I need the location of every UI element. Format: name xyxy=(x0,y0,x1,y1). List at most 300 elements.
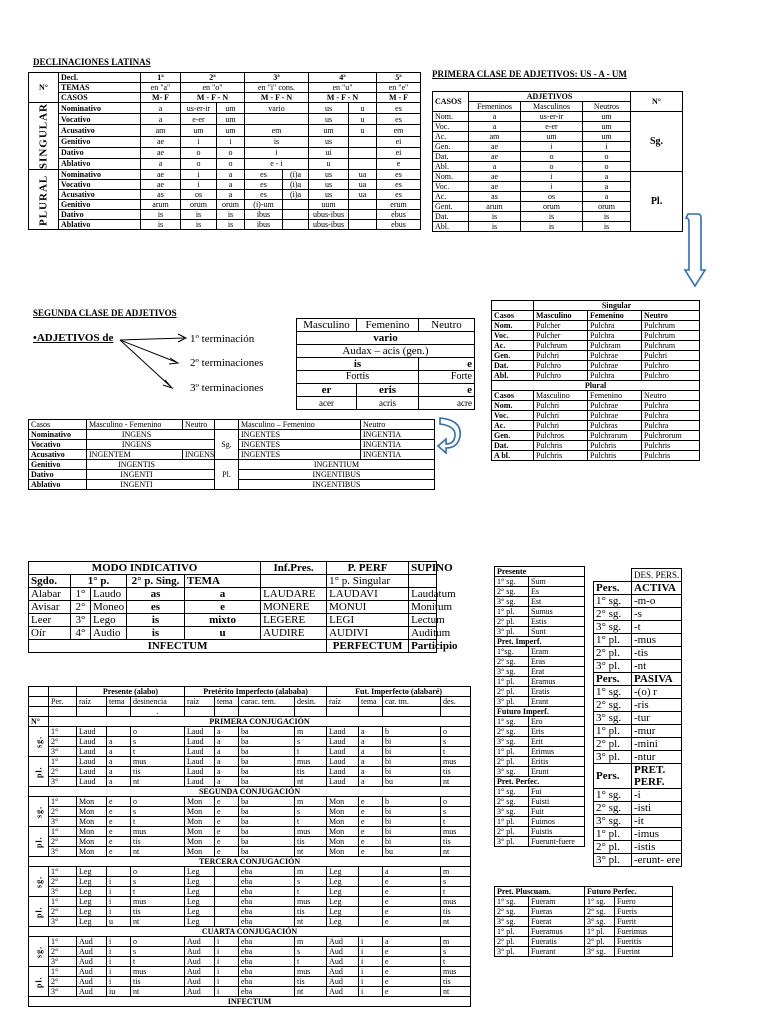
table-cell: a xyxy=(185,588,261,601)
table-cell: Aud xyxy=(185,947,215,957)
table-cell: a xyxy=(141,114,181,125)
col-header: Masculino – Femenino xyxy=(239,420,361,430)
table-row xyxy=(29,588,437,601)
table-cell: um xyxy=(583,132,631,142)
perfectum-label: PERFECTUM xyxy=(327,640,409,653)
table-cell: 1° p. Singular xyxy=(327,575,409,588)
table-cell: Pulchris xyxy=(534,441,588,451)
table-cell: Aud xyxy=(185,987,215,997)
table-cell: eba xyxy=(239,897,295,907)
table-cell: e xyxy=(383,907,441,917)
table-cell: m xyxy=(295,797,327,807)
table-cell: nt xyxy=(441,917,471,927)
table-cell xyxy=(383,707,441,717)
sum-table xyxy=(494,566,585,847)
table-cell: Aud xyxy=(77,947,107,957)
tense-title: Pret. Pluscuam. xyxy=(495,887,585,897)
table-cell xyxy=(29,707,49,717)
conjugaciones-table xyxy=(28,686,471,1007)
table-cell: Monitum xyxy=(409,601,437,614)
table-cell: -tis xyxy=(632,647,682,660)
table-cell xyxy=(409,575,437,588)
table-cell: ba xyxy=(239,767,295,777)
table-cell: 3° xyxy=(49,747,77,757)
table-cell: o xyxy=(441,797,471,807)
table-cell: es xyxy=(377,170,421,180)
table-cell: 3° pl. xyxy=(594,751,632,764)
col-header: tema xyxy=(215,697,239,707)
table-cell: Aud xyxy=(185,957,215,967)
table-cell: bi xyxy=(383,767,441,777)
table-cell: mus xyxy=(131,967,185,977)
case-label: Ac. xyxy=(433,192,469,202)
header-row xyxy=(492,381,700,391)
table-cell: mus xyxy=(295,827,327,837)
table-cell: 1° pl. xyxy=(594,725,632,738)
table-cell: e xyxy=(359,817,383,827)
table-cell: ae xyxy=(469,182,521,192)
table-cell: Laud xyxy=(327,757,359,767)
table-cell: Eratis xyxy=(529,687,585,697)
table-cell: INGENTIUM xyxy=(239,460,435,470)
table-cell: 2° sg. xyxy=(594,608,632,621)
table-cell: -nt xyxy=(632,660,682,673)
table-cell: 1°sg. xyxy=(495,647,529,657)
table-cell: Mon xyxy=(327,847,359,857)
table-cell: Fueram xyxy=(529,897,585,907)
table-cell: ba xyxy=(239,817,295,827)
table-cell: eba xyxy=(239,887,295,897)
table-cell: us xyxy=(309,180,349,190)
table-cell: (i)a xyxy=(283,190,309,200)
despers-title: DES. PERS. xyxy=(632,569,682,582)
table-cell: Mon xyxy=(77,797,107,807)
table-row xyxy=(29,917,471,927)
table-cell: 3° sg. xyxy=(495,667,529,677)
table-cell: a xyxy=(359,727,383,737)
table-cell: um xyxy=(309,125,349,136)
table-row xyxy=(495,617,585,627)
table-cell: 1° xyxy=(49,827,77,837)
table-cell: es xyxy=(245,190,283,200)
header-row xyxy=(594,764,682,789)
case-label: Nom. xyxy=(433,172,469,182)
table-cell: 3° sg. xyxy=(594,712,632,725)
table-cell: Leg xyxy=(77,907,107,917)
case-label: Ac. xyxy=(492,341,534,351)
table-cell: 1° pl. xyxy=(594,634,632,647)
e-cell: e xyxy=(419,358,475,371)
table-cell: 2° xyxy=(49,737,77,747)
table-cell: Laud xyxy=(185,747,215,757)
table-row xyxy=(29,847,471,857)
table-cell: INGENTI xyxy=(87,470,215,480)
table-cell: o xyxy=(217,147,245,158)
table-row xyxy=(495,917,673,927)
table-cell: 3° pl. xyxy=(495,627,529,637)
table-row xyxy=(29,957,471,967)
table-cell: um xyxy=(583,112,631,122)
spacer-row xyxy=(29,707,471,717)
decl-header: M - F - N xyxy=(245,93,309,103)
table-cell: 2° pl. xyxy=(495,757,529,767)
table-cell: INGENTIS xyxy=(87,460,215,470)
table-cell: nt xyxy=(131,987,185,997)
h-fem: Femenino xyxy=(357,319,419,332)
table-cell: Pulchra xyxy=(588,321,642,331)
table-cell: 1° p. xyxy=(71,575,127,588)
footer-row xyxy=(29,640,437,653)
adjetivos-header: ADJETIVOS xyxy=(469,92,631,102)
acre-cell: acre xyxy=(419,397,475,410)
table-row xyxy=(594,751,682,764)
decl-header: en "i" cons. xyxy=(245,83,309,93)
table-row xyxy=(492,331,700,341)
case-label: Ablativo xyxy=(59,158,141,169)
table-cell: AUDIVI xyxy=(327,627,409,640)
term-2: 2º terminaciones xyxy=(190,357,264,369)
case-label: Nom. xyxy=(492,401,534,411)
table-cell: Laudatum xyxy=(409,588,437,601)
table-cell: -mini xyxy=(632,738,682,751)
table-cell: Laud xyxy=(185,727,215,737)
table-cell: INGENTES xyxy=(239,440,361,450)
table-cell: i xyxy=(215,967,239,977)
table-cell: 3° xyxy=(49,847,77,857)
table-row xyxy=(29,170,421,180)
table-cell: 1° sg. xyxy=(594,686,632,699)
table-cell: eba xyxy=(239,957,295,967)
table-cell: ebus xyxy=(377,220,421,230)
table-cell: INGENTIA xyxy=(361,450,435,460)
table-cell: Leg xyxy=(327,917,359,927)
header-row xyxy=(492,301,700,311)
table-cell: ebus xyxy=(377,210,421,220)
table-cell: Pulchri xyxy=(534,411,588,421)
pl-label: pl. xyxy=(29,967,49,997)
table-cell: ba xyxy=(239,757,295,767)
table-cell: Masculinos xyxy=(521,102,583,112)
table-cell xyxy=(215,897,239,907)
table-row xyxy=(495,757,585,767)
sg-label: sg. xyxy=(29,937,49,967)
header-row xyxy=(495,887,673,897)
table-cell: ua xyxy=(349,170,377,180)
table-cell: Erant xyxy=(529,697,585,707)
table-cell: orum xyxy=(583,202,631,212)
table-cell: o xyxy=(131,797,185,807)
table-cell: Pulchris xyxy=(642,451,700,461)
table-cell: Leg xyxy=(327,897,359,907)
table-cell: Mon xyxy=(77,847,107,857)
table-cell: nt xyxy=(441,777,471,787)
table-cell: orum xyxy=(181,200,217,210)
table-cell: INGENTES xyxy=(239,450,361,460)
table-cell: i xyxy=(107,907,131,917)
table-cell: ba xyxy=(239,777,295,787)
tense-title: Pret. Perfec. xyxy=(495,777,585,787)
table-cell: e xyxy=(107,797,131,807)
table-cell: Pulchram xyxy=(588,341,642,351)
group-title-row xyxy=(29,857,471,867)
table-cell: ae xyxy=(141,180,181,190)
table-cell: Mon xyxy=(185,827,215,837)
table-cell: Mon xyxy=(327,817,359,827)
table-cell: -ntur xyxy=(632,751,682,764)
table-cell: -t xyxy=(632,621,682,634)
table-cell: 3° xyxy=(71,614,91,627)
table-cell: a xyxy=(359,757,383,767)
declinaciones-table xyxy=(28,72,421,230)
table-cell: i xyxy=(359,967,383,977)
table-cell: Aud xyxy=(77,977,107,987)
pl-label: pl. xyxy=(29,757,49,787)
table-cell: -mur xyxy=(632,725,682,738)
table-cell: a xyxy=(383,937,441,947)
table-row xyxy=(495,947,673,957)
table-cell: bi xyxy=(383,737,441,747)
forte-cell: Forte xyxy=(419,371,475,384)
table-cell: Auditum xyxy=(409,627,437,640)
col-header: desinencia xyxy=(131,697,185,707)
table-cell: a xyxy=(583,172,631,182)
table-cell: 3° sg. xyxy=(495,767,529,777)
table-cell: e xyxy=(215,807,239,817)
table-cell: eba xyxy=(239,967,295,977)
col-header: tema xyxy=(359,697,383,707)
table-cell: Presente (alabo) xyxy=(77,687,185,697)
table-cell: e xyxy=(107,807,131,817)
table-cell: um xyxy=(583,122,631,132)
table-row xyxy=(492,411,700,421)
table-row xyxy=(495,787,585,797)
table-cell: Estis xyxy=(529,617,585,627)
table-cell: LEGERE xyxy=(261,614,327,627)
table-cell: Mon xyxy=(327,827,359,837)
case-label: Gen. xyxy=(433,142,469,152)
table-cell: Aud xyxy=(327,937,359,947)
table-row xyxy=(29,180,421,190)
table-cell: Pulchrum xyxy=(534,341,588,351)
sg-label: sg. xyxy=(29,797,49,827)
table-cell: Aud xyxy=(327,987,359,997)
table-cell: es xyxy=(377,180,421,190)
table-cell: is xyxy=(181,220,217,230)
table-cell: 1° sg. xyxy=(495,717,529,727)
terminaciones-table xyxy=(296,318,475,410)
table-cell: Pulcher xyxy=(534,331,588,341)
case-label: Dat. xyxy=(433,212,469,222)
table-cell: 2° sg. xyxy=(495,727,529,737)
case-label: Gen. xyxy=(492,431,534,441)
col-header: tema xyxy=(107,697,131,707)
table-cell xyxy=(29,687,49,697)
table-cell: o xyxy=(583,152,631,162)
table-cell: i xyxy=(181,180,217,190)
table-cell: 3° xyxy=(49,777,77,787)
table-row xyxy=(492,361,700,371)
table-cell: -mus xyxy=(632,634,682,647)
table-cell: Laudo xyxy=(91,588,127,601)
table-row xyxy=(29,767,471,777)
col-header: Masculino xyxy=(534,391,588,401)
table-row xyxy=(492,401,700,411)
table-cell xyxy=(441,707,471,717)
table-cell: us xyxy=(309,190,349,200)
table-cell xyxy=(239,707,295,717)
table-cell: i xyxy=(521,142,583,152)
table-cell: Laud xyxy=(327,747,359,757)
voice-header: PRET. PERF. xyxy=(632,764,682,789)
case-label: Ac. xyxy=(433,132,469,142)
table-cell: Leg xyxy=(77,897,107,907)
table-cell: Pulchrum xyxy=(642,331,700,341)
table-row xyxy=(29,947,471,957)
table-cell: nt xyxy=(295,917,327,927)
table-cell: us xyxy=(309,170,349,180)
pers-header: Pers. xyxy=(594,673,632,686)
table-cell: ubus-ibus xyxy=(309,220,349,230)
table-cell: tis xyxy=(295,907,327,917)
case-label: Genitivo xyxy=(59,136,141,147)
table-cell: Mon xyxy=(77,817,107,827)
table-cell: us xyxy=(309,136,349,147)
pluscuam-table xyxy=(494,886,673,957)
table-cell: o xyxy=(521,162,583,172)
table-cell: Oír xyxy=(29,627,71,640)
table-cell: Fueris xyxy=(615,907,673,917)
table-cell: Fueritis xyxy=(615,937,673,947)
table-cell: eba xyxy=(239,987,295,997)
table-cell: Eramus xyxy=(529,677,585,687)
table-cell: 2° xyxy=(49,877,77,887)
case-label: Ac. xyxy=(492,421,534,431)
header-row xyxy=(495,777,585,787)
table-cell: a xyxy=(215,757,239,767)
table-cell: Leg xyxy=(77,867,107,877)
row-label: TEMAS xyxy=(59,83,141,93)
table-row xyxy=(29,627,437,640)
table-cell: Moneo xyxy=(91,601,127,614)
table-cell: nt xyxy=(295,777,327,787)
supino-header: SUPINO xyxy=(409,562,437,575)
table-cell: 2° sg. xyxy=(495,797,529,807)
table-cell: mixto xyxy=(185,614,261,627)
table-row xyxy=(495,937,673,947)
table-cell: ba xyxy=(239,737,295,747)
table-cell: ba xyxy=(239,827,295,837)
table-cell: o xyxy=(131,727,185,737)
table-row xyxy=(29,125,421,136)
table-cell: Erimus xyxy=(529,747,585,757)
table-row xyxy=(29,777,471,787)
table-cell: Pulchro xyxy=(534,361,588,371)
table-cell xyxy=(349,158,377,169)
table-row xyxy=(495,687,585,697)
table-cell: ubus-ibus xyxy=(309,210,349,220)
table-cell: e xyxy=(383,897,441,907)
table-cell: Neutros xyxy=(583,102,631,112)
table-cell: e xyxy=(359,827,383,837)
table-cell: vario xyxy=(245,103,309,114)
table-cell: o xyxy=(131,937,185,947)
table-cell: is xyxy=(521,222,583,232)
table-cell: tis xyxy=(441,767,471,777)
table-cell: e xyxy=(383,947,441,957)
table-cell: Leg xyxy=(327,877,359,887)
table-row xyxy=(29,937,471,947)
table-cell xyxy=(359,917,383,927)
participio-label: Participio xyxy=(409,640,437,653)
table-cell: 1° xyxy=(49,937,77,947)
table-cell: em xyxy=(377,125,421,136)
table-cell: e xyxy=(215,837,239,847)
case-label: Acusativo xyxy=(59,125,141,136)
table-cell: Pulchras xyxy=(588,421,642,431)
table-row xyxy=(495,737,585,747)
table-cell: ae xyxy=(141,170,181,180)
col-header: Femenino xyxy=(588,311,642,321)
table-cell: Alabar xyxy=(29,588,71,601)
table-cell: mus xyxy=(131,827,185,837)
table-cell: am xyxy=(469,132,521,142)
corner-cell: N° xyxy=(29,73,59,103)
table-cell: Laud xyxy=(327,777,359,787)
table-row xyxy=(29,987,471,997)
conjugation-title: TERCERA CONJUGACIÓN xyxy=(29,857,471,867)
decl-header: 1ª xyxy=(141,73,181,83)
table-cell: ba xyxy=(239,747,295,757)
table-cell: ba xyxy=(239,727,295,737)
table-cell: 2° sg. xyxy=(585,907,615,917)
table-cell: 1° xyxy=(71,588,91,601)
table-cell: o xyxy=(181,147,217,158)
infectum-footer: INFECTUM xyxy=(29,997,471,1007)
table-cell: Mon xyxy=(327,807,359,817)
table-cell: a xyxy=(583,182,631,192)
table-cell: Es xyxy=(529,587,585,597)
adj2-title: SEGUNDA CLASE DE ADJETIVOS xyxy=(33,308,177,318)
table-cell: m xyxy=(295,937,327,947)
case-label: Voc. xyxy=(492,411,534,421)
table-cell: um xyxy=(217,125,245,136)
table-cell xyxy=(359,707,383,717)
table-cell: Erit xyxy=(529,737,585,747)
group-title-row xyxy=(29,717,471,727)
table-cell: 1° pl. xyxy=(585,927,615,937)
table-cell: Aud xyxy=(77,937,107,947)
table-cell: Leg xyxy=(185,897,215,907)
table-cell: u xyxy=(185,627,261,640)
table-cell: 2° pl. xyxy=(594,841,632,854)
table-row xyxy=(594,802,682,815)
table-cell xyxy=(49,707,77,717)
table-cell: AUDIRE xyxy=(261,627,327,640)
decl-header: M - F - N xyxy=(309,93,377,103)
table-row xyxy=(29,460,435,470)
table-cell: 2° xyxy=(49,947,77,957)
table-cell: e xyxy=(359,797,383,807)
table-cell: tis xyxy=(295,977,327,987)
table-cell: tis xyxy=(131,907,185,917)
table-cell: is xyxy=(469,212,521,222)
table-row xyxy=(495,587,585,597)
table-cell: i xyxy=(583,142,631,152)
table-cell: em xyxy=(245,125,309,136)
decl-header: M - F xyxy=(377,93,421,103)
table-cell: Leg xyxy=(77,877,107,887)
group-title-row xyxy=(29,927,471,937)
